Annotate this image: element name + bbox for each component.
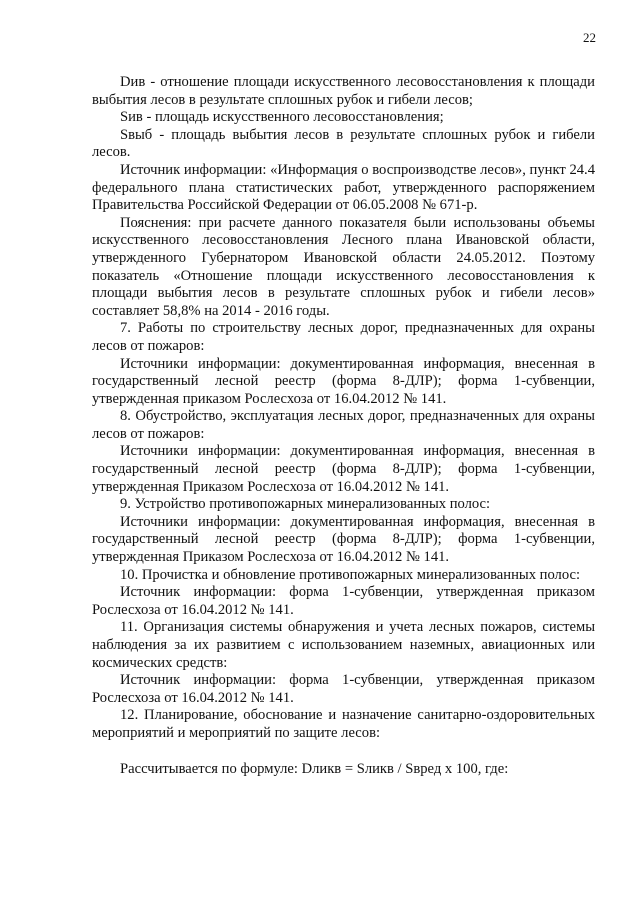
paragraph-item-7: 7. Работы по строительству лесных дорог, предназначенных для охраны лесов от пожаров: xyxy=(92,320,595,354)
paragraph-item-10-source: Источник информации: форма 1-субвенции, утвержденная приказом Рослесхоза от 16.04.2012 № 141. xyxy=(92,584,595,618)
paragraph-item-8: 8. Обустройство, эксплуатация лесных дорог, предназначенных для охраны лесов от пожаров: xyxy=(92,408,595,442)
paragraph-item-8-sources: Источники информации: документированная информация, внесенная в государственный лесной реестр (форма 8-ДЛР); форма 1-субвенции, утвержденная Приказом Рослесхоза от 16.04.2012 № 141. xyxy=(92,443,595,495)
paragraph-source-reproduction: Источник информации: «Информация о воспроизводстве лесов», пункт 24.4 федерального плана статистических работ, утвержденного распоряжением Правительства Российской Федерации от 06.05.2008 № 671-р. xyxy=(92,161,595,214)
paragraph-item-11-source: Источник информации: форма 1-субвенции, утвержденная приказом Рослесхоза от 16.04.2012 № 141. xyxy=(92,672,595,706)
paragraph-item-11: 11. Организация системы обнаружения и учета лесных пожаров, системы наблюдения за их развитием с использованием наземных, авиационных или космических средств: xyxy=(92,619,595,671)
paragraph-item-9-sources: Источники информации: документированная информация, внесенная в государственный лесной реестр (форма 8-ДЛР); форма 1-субвенции, утвержденная Приказом Рослесхоза от 16.04.2012 № 141. xyxy=(92,513,595,566)
paragraph-item-12: 12. Планирование, обоснование и назначение санитарно-оздоровительных мероприятий и мероприятий по защите лесов: xyxy=(92,707,595,741)
paragraph-siv-definition: Sив - площадь искусственного лесовосстановления; xyxy=(120,109,444,126)
document-body xyxy=(92,74,595,778)
paragraph-explanation: Пояснения: при расчете данного показателя были использованы объемы искусственного лесовосстановления Лесного плана Ивановской области, утвержденного Губернатором Ивановской области 24.05.2012. Поэтому показатель «Отношение площади искусственного лесовосстановления к площади выбытия лесов в результате сплошных рубок и гибели лесов» составляет 58,8% на 2014 - 2016 годы. xyxy=(92,214,595,319)
paragraph-div-definition: Dив - отношение площади искусственного лесовосстановления к площади выбытия лесов в результате сплошных рубок и гибели лесов; xyxy=(92,74,595,108)
formula-line: Рассчитывается по формуле: Dликв = Sликв / Sвред х 100, где: xyxy=(120,760,509,777)
paragraph-svyb-definition: Sвыб - площадь выбытия лесов в результате сплошных рубок и гибели лесов. xyxy=(92,126,595,161)
paragraph-item-9: 9. Устройство противопожарных минерализованных полос: xyxy=(120,496,491,513)
paragraph-item-7-sources: Источники информации: документированная информация, внесенная в государственный лесной реестр (форма 8-ДЛР); форма 1-субвенции, утвержденная приказом Рослесхоза от 16.04.2012 № 141. xyxy=(92,355,595,407)
page-number: 22 xyxy=(583,30,596,45)
paragraph-item-10: 10. Прочистка и обновление противопожарных минерализованных полос: xyxy=(120,566,581,583)
